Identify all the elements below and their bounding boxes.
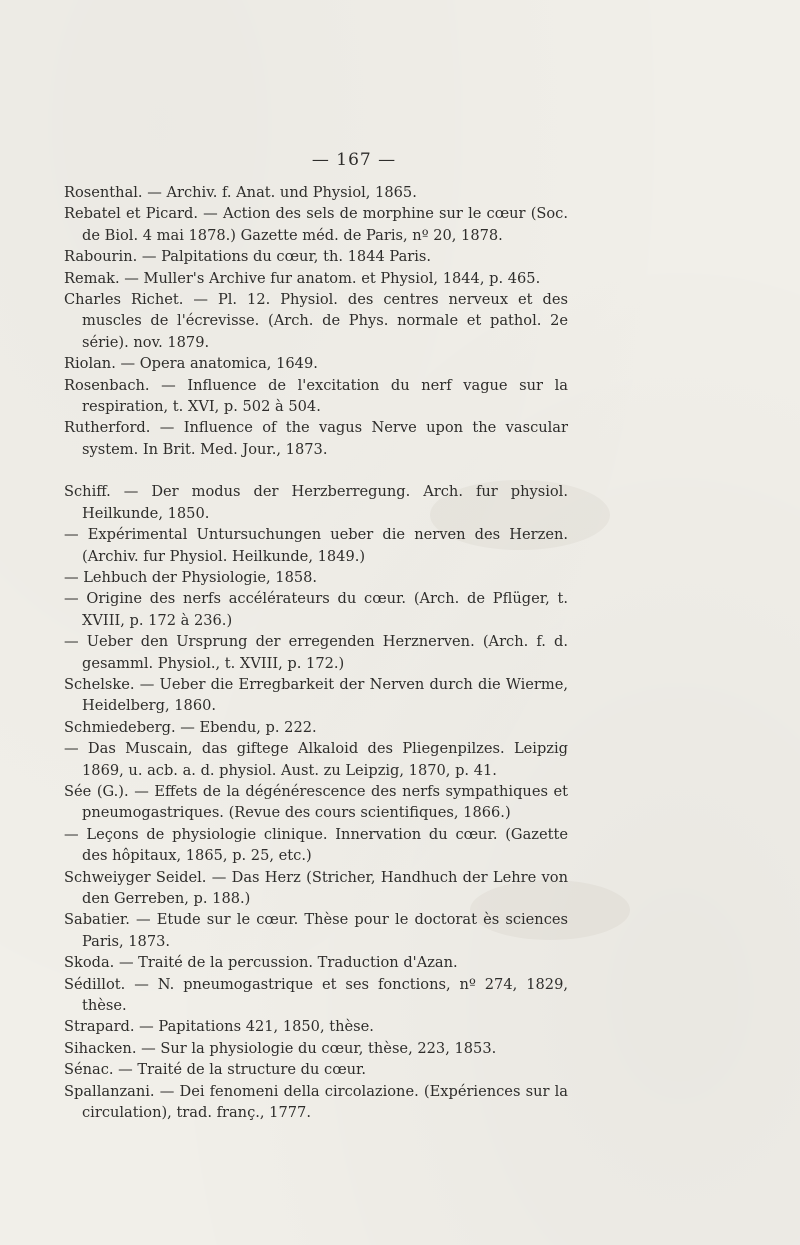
bibliography-entry: Remak. — Muller's Archive fur anatom. et Physiol, 1844, p. 465. (64, 269, 541, 287)
bibliography-entry: Schiff. — Der modus der Herzberregung. Arch. fur physiol. Heilkunde, 1850. (64, 483, 568, 522)
bibliography-entry: Sédillot. — N. pneumogastrique et ses fonctions, nº 274, 1829, thèse. (64, 975, 568, 1015)
bibliography-entry: Rebatel et Picard. — Action des sels de morphine sur le cœur (Soc. de Biol. 4 mai 1878.) Gazette méd. de Paris, nº 20, 1878. (64, 205, 568, 244)
bibliography-entry: Rutherford. — Influence of the vagus Nerve upon the vascular system. In Brit. Med. Jour., 1873. (64, 419, 568, 458)
bibliography-entry: — Origine des nerfs accélérateurs du cœur. (Arch. de Pflüger, t. XVIII, p. 172 à 236.) (64, 590, 568, 629)
page-number: — 167 — (311, 150, 397, 170)
document-page (64, 150, 764, 1123)
bibliography-entry: Spallanzani. — Dei fenomeni della circolazione. (Expériences sur la circulation), trad. franç., 1777. (64, 1082, 568, 1122)
bibliography-entry: — Das Muscain, das giftege Alkaloid des Pliegenpilzes. Leipzig 1869, u. acb. a. d. physiol. Aust. zu Leipzig, 1870, p. 41. (64, 740, 568, 779)
bibliography-list (64, 182, 764, 1123)
bibliography-entry: Strapard. — Papitations 421, 1850, thèse. (64, 1018, 374, 1036)
bibliography-entry: — Ueber den Ursprung der erregenden Herznerven. (Arch. f. d. gesamml. Physiol., t. XVIII, p. 172.) (64, 633, 568, 672)
bibliography-entry: Schmiedeberg. — Ebendu, p. 222. (64, 718, 317, 736)
bibliography-entry: Sée (G.). — Effets de la dégénérescence des nerfs sympathiques et pneumogastriques. (Revue des cours scientifiques, 1866.) (64, 782, 568, 822)
bibliography-entry: — Leçons de physiologie clinique. Innervation du cœur. (Gazette des hôpitaux, 1865, p. 25, etc.) (64, 825, 568, 865)
bibliography-entry: Riolan. — Opera anatomica, 1649. (64, 355, 318, 373)
bibliography-entry: Rosenbach. — Influence de l'excitation du nerf vague sur la respiration, t. XVI, p. 502 à 504. (64, 376, 568, 416)
bibliography-entry: Skoda. — Traité de la percussion. Traduction d'Azan. (64, 954, 458, 972)
bibliography-entry: — Lehbuch der Physiologie, 1858. (64, 568, 318, 586)
bibliography-entry: Schelske. — Ueber die Erregbarkeit der Nerven durch die Wierme, Heidelberg, 1860. (64, 675, 568, 715)
bibliography-entry: Rabourin. — Palpitations du cœur, th. 1844 Paris. (64, 248, 432, 266)
bibliography-entry: Charles Richet. — Pl. 12. Physiol. des centres nerveux et des muscles de l'écrevisse. (Arch. de Phys. normale et pathol. 2e série). nov. 1879. (64, 291, 568, 351)
bibliography-entry: Rosenthal. — Archiv. f. Anat. und Physiol, 1865. (64, 184, 417, 201)
bibliography-entry: Sabatier. — Etude sur le cœur. Thèse pour le doctorat ès sciences Paris, 1873. (64, 911, 568, 950)
bibliography-entry: — Expérimental Untursuchungen ueber die nerven des Herzen. (Archiv. fur Physiol. Heilkunde, 1849.) (64, 526, 568, 565)
bibliography-entry: Schweiyger Seidel. — Das Herz (Stricher, Handhuch der Lehre von den Gerreben, p. 188.) (64, 868, 568, 907)
bibliography-entry: Sihacken. — Sur la physiologie du cœur, thèse, 223, 1853. (64, 1039, 497, 1057)
bibliography-entry: Sénac. — Traité de la structure du cœur. (64, 1061, 367, 1079)
